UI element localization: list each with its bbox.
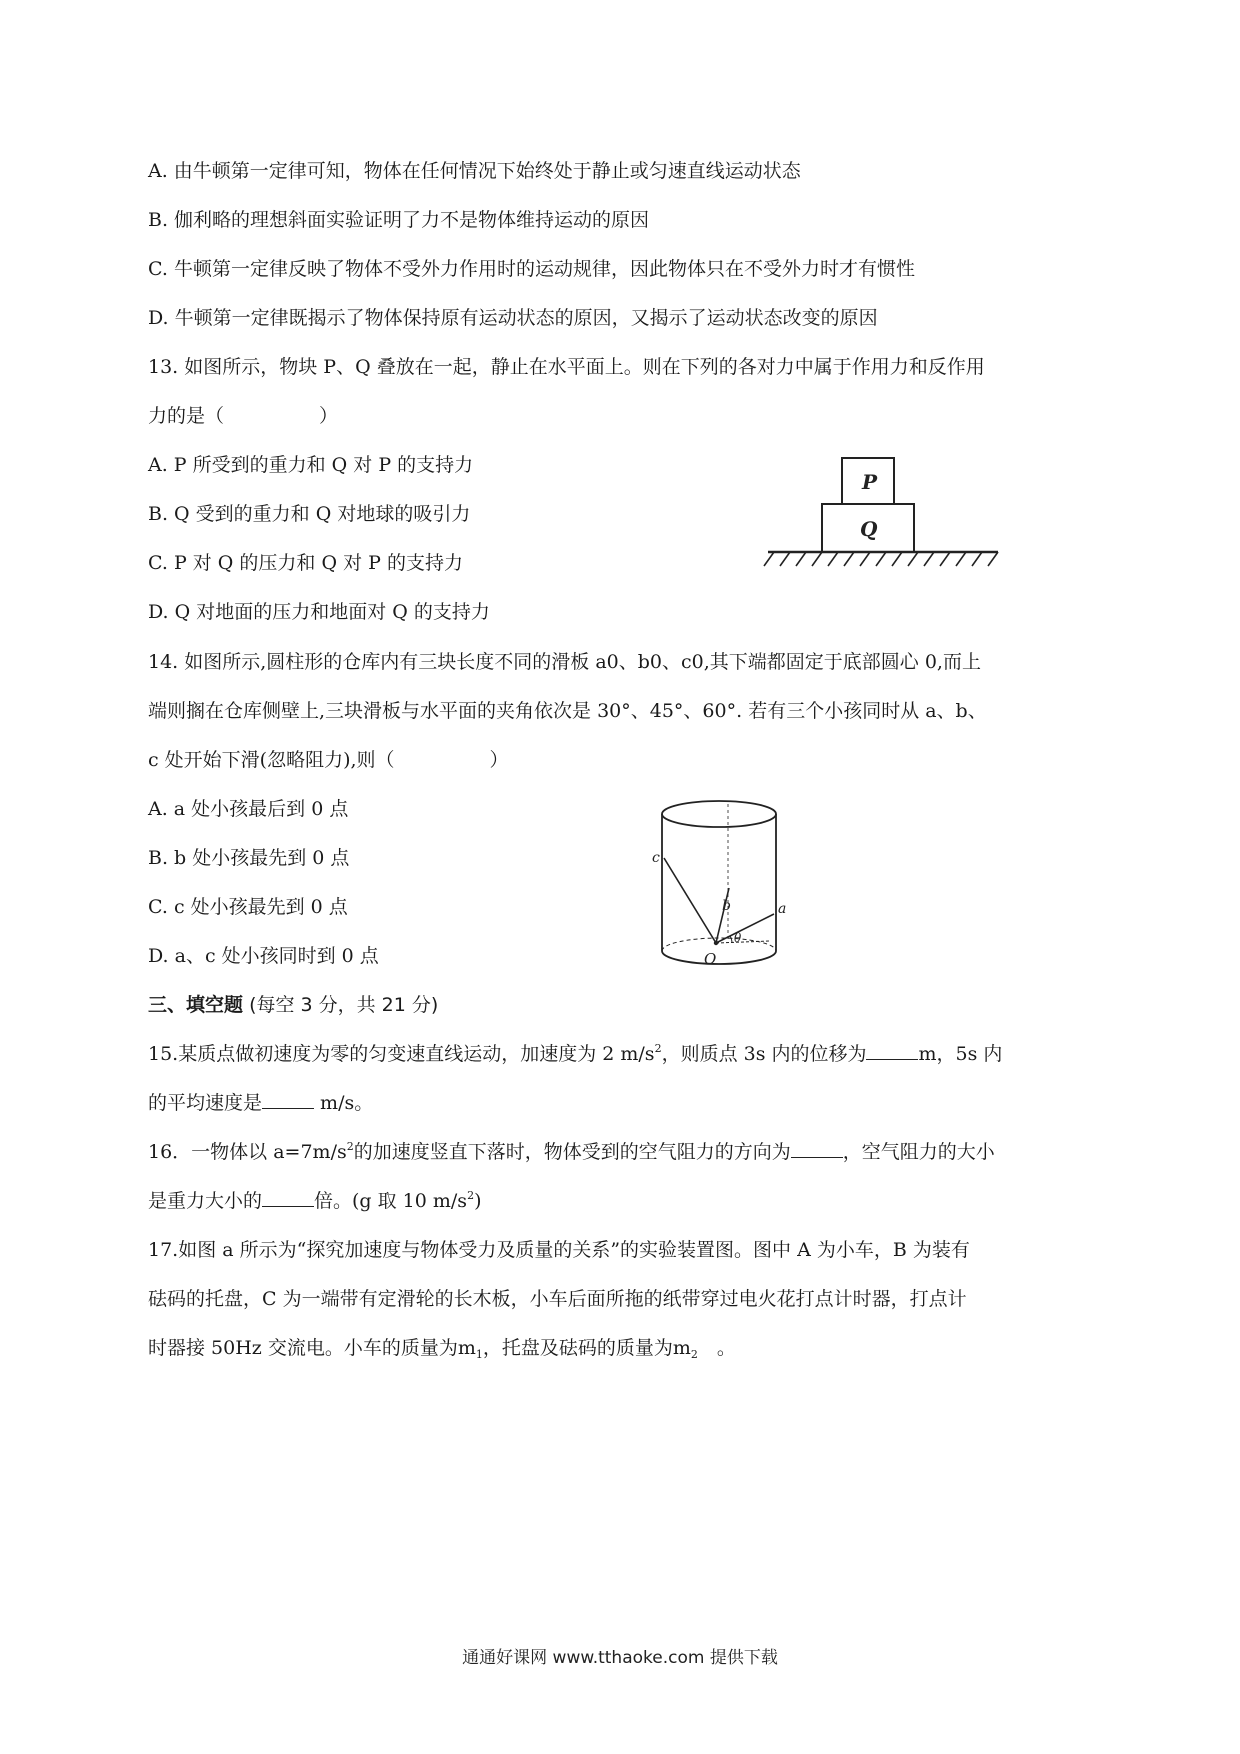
q12-option-a: A. 由牛顿第一定律可知，物体在任何情况下始终处于静止或匀速直线运动状态: [148, 160, 801, 182]
q16-text-1: 16．一物体以 a=7m/s: [148, 1141, 347, 1163]
q16-text-2: 的加速度竖直下落时，物体受到的空气阻力的方向为: [353, 1141, 791, 1163]
q16-text-6: ): [474, 1190, 482, 1212]
label-p: P: [862, 470, 878, 494]
q16-blank-1[interactable]: [791, 1139, 843, 1158]
q14-option-d: D. a、c 处小孩同时到 0 点: [148, 945, 379, 967]
section-3-title: 三、填空题: [148, 994, 244, 1016]
page-footer: 通通好课网 www.tthaoke.com 提供下载: [462, 1648, 778, 1668]
cylinder-bottom-front: [662, 951, 776, 964]
q14-stem-line3: c 处开始下滑(忽略阻力),则（ ）: [148, 749, 509, 771]
q17-text-1: 时器接 50Hz 交流电。小车的质量为m: [148, 1337, 476, 1359]
q12-option-b: B. 伽利略的理想斜面实验证明了力不是物体维持运动的原因: [148, 209, 650, 231]
q13-option-b: B. Q 受到的重力和 Q 对地球的吸引力: [148, 503, 471, 525]
cylinder-bottom-back: [662, 938, 776, 951]
q17-sub-1: 1: [475, 1348, 483, 1361]
q17-sub-2: 2: [690, 1348, 698, 1361]
q15-text-2: ，则质点 3s 内的位移为: [661, 1043, 867, 1065]
q15-text-1: 15.某质点做初速度为零的匀变速直线运动，加速度为 2 m/s: [148, 1043, 655, 1065]
q13-blocks-figure: [760, 450, 1020, 580]
ground-hatching: [764, 552, 998, 566]
q17-line1: 17.如图 a 所示为“探究加速度与物体受力及质量的关系”的实验装置图。图中 A 为小车，B 为装有: [148, 1239, 970, 1261]
q15-line2: [148, 1090, 373, 1116]
q14-stem-line1: 14. 如图所示,圆柱形的仓库内有三块长度不同的滑板 a0、b0、c0,其下端都固定于底部圆心 0,而上: [148, 651, 981, 673]
q15-text-3: m，5s 内: [918, 1043, 1003, 1065]
slide-c: [664, 858, 716, 943]
q15-text-4: 的平均速度是: [148, 1092, 263, 1114]
q14-cylinder-figure: [650, 796, 800, 976]
label-o: O: [704, 950, 717, 968]
q12-option-d: D. 牛顿第一定律既揭示了物体保持原有运动状态的原因，又揭示了运动状态改变的原因: [148, 307, 878, 329]
q16-text-3: ，空气阻力的大小: [842, 1141, 995, 1163]
q16-sup-1: 2: [346, 1140, 354, 1153]
q16-line2: [148, 1188, 481, 1214]
point-o: [714, 941, 718, 945]
q16-sup-2: 2: [467, 1189, 475, 1202]
section-3-heading: [148, 992, 438, 1018]
cylinder-top: [662, 801, 776, 827]
base-radius: [716, 941, 770, 943]
q13-stem-line1: 13. 如图所示，物块 P、Q 叠放在一起，静止在水平面上。则在下列的各对力中属于作用力和反作用: [148, 356, 985, 378]
section-3-note: (每空 3 分，共 21 分): [249, 994, 439, 1016]
q13-option-c: C. P 对 Q 的压力和 Q 对 P 的支持力: [148, 552, 463, 574]
q13-stem-line2: 力的是（ ）: [148, 405, 339, 427]
q17-line3: [148, 1335, 736, 1361]
label-c: c: [652, 850, 660, 866]
label-a: a: [778, 901, 787, 917]
q15-blank-1[interactable]: [866, 1041, 918, 1060]
q17-text-2: ，托盘及砝码的质量为m: [482, 1337, 691, 1359]
label-b: b: [722, 898, 731, 914]
q15-text-5: m/s。: [314, 1092, 374, 1114]
q14-option-c: C. c 处小孩最先到 0 点: [148, 896, 348, 918]
q14-option-a: A. a 处小孩最后到 0 点: [148, 798, 349, 820]
slide-b: [716, 888, 729, 943]
q16-blank-2[interactable]: [262, 1188, 314, 1207]
slide-a: [716, 914, 774, 943]
q14-stem-line2: 端则搁在仓库侧壁上,三块滑板与水平面的夹角依次是 30°、45°、60°. 若有三个小孩同时从 a、b、: [148, 700, 987, 722]
q15-blank-2[interactable]: [262, 1090, 314, 1109]
q15-line1: [148, 1041, 1002, 1067]
q17-line2: 砝码的托盘，C 为一端带有定滑轮的长木板，小车后面所拖的纸带穿过电火花打点计时器，打点计: [148, 1288, 967, 1310]
q12-option-c: C. 牛顿第一定律反映了物体不受外力作用时的运动规律，因此物体只在不受外力时才有惯性: [148, 258, 915, 280]
q15-sup-1: 2: [654, 1042, 662, 1055]
q13-option-a: A. P 所受到的重力和 Q 对 P 的支持力: [148, 454, 474, 476]
q16-text-5: 倍。(g 取 10 m/s: [314, 1190, 468, 1212]
q17-text-3: 。: [697, 1337, 736, 1359]
q16-line1: [148, 1139, 995, 1165]
q13-option-d: D. Q 对地面的压力和地面对 Q 的支持力: [148, 601, 490, 623]
label-q: Q: [860, 517, 878, 541]
label-theta: θ: [734, 931, 742, 945]
q14-option-b: B. b 处小孩最先到 0 点: [148, 847, 350, 869]
q16-text-4: 是重力大小的: [148, 1190, 263, 1212]
